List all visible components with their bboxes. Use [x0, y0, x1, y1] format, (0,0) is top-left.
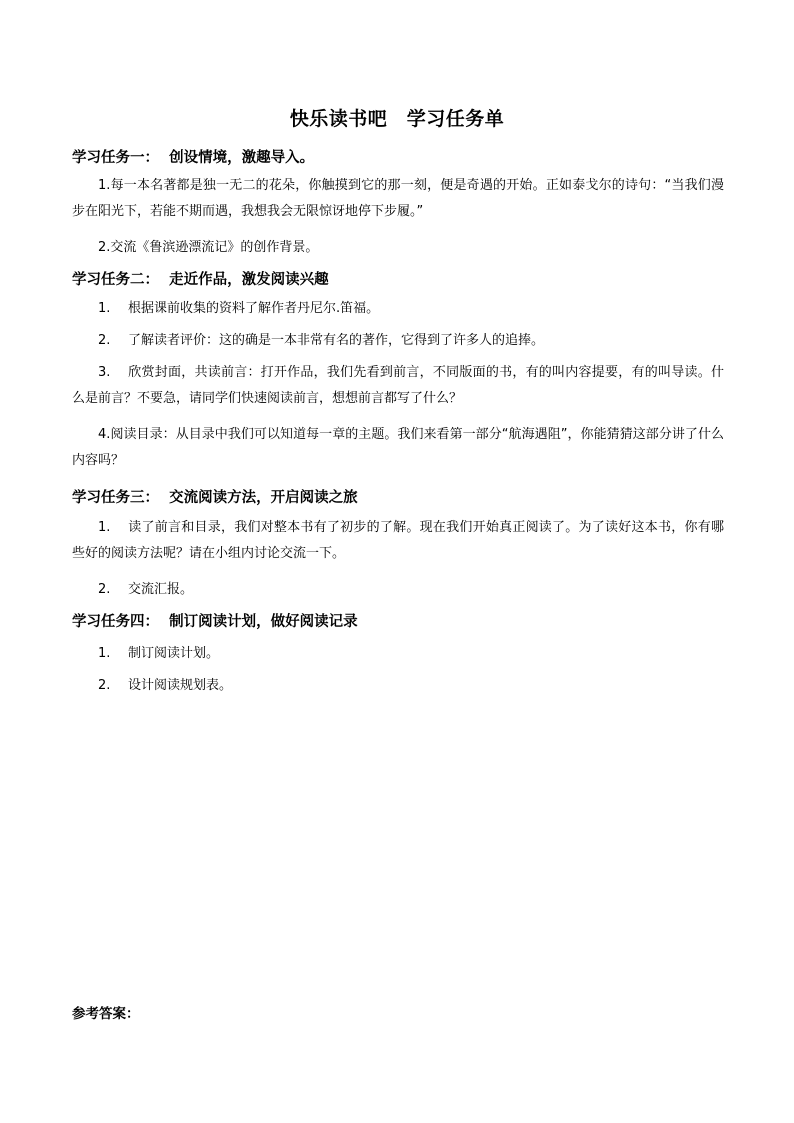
task4-item-1	[72, 641, 724, 667]
item-number: 2.	[98, 333, 111, 348]
task1-heading: 学习任务一： 创设情境，激趣导入。	[72, 150, 315, 166]
task3-item-1	[72, 515, 724, 567]
task2-paragraph-4: 4.阅读目录：从目录中我们可以知道每一章的主题。我们来看第一部分“航海遇阻”，你能猜猜这部分讲了什么内容吗？	[72, 427, 724, 468]
item-text: 根据课前收集的资料了解作者丹尼尔.笛福。	[128, 301, 380, 316]
task2-heading: 学习任务二： 走近作品，激发阅读兴趣	[72, 272, 329, 288]
item-number: 3.	[98, 365, 111, 380]
item-number: 2.	[98, 582, 111, 597]
page-title: 快乐读书吧 学习任务单	[289, 108, 505, 130]
task3-item-2	[72, 577, 724, 603]
item-text: 交流汇报。	[128, 582, 194, 597]
task2-item-3	[72, 360, 724, 412]
item-text: 了解读者评价：这的确是一本非常有名的著作，它得到了许多人的追捧。	[128, 333, 545, 348]
task2-item-1	[72, 296, 724, 322]
task1-paragraph-1: 1.每一本名著都是独一无二的花朵，你触摸到它的那一刻，便是奇遇的开始。正如泰戈尔的诗句：“当我们漫步在阳光下，若能不期而遇，我想我会无限惊讶地停下步履。”	[72, 178, 724, 219]
task4-heading: 学习任务四： 制订阅读计划，做好阅读记录	[72, 614, 358, 630]
item-number: 2.	[98, 678, 111, 693]
item-text: 欣赏封面，共读前言：打开作品，我们先看到前言，不同版面的书，有的叫内容提要，有的叫导读。什么是前言？不要急，请同学们快速阅读前言，想想前言都写了什么？	[72, 365, 724, 406]
item-text: 设计阅读规划表。	[128, 678, 233, 693]
reference-answer-label: 参考答案：	[72, 1006, 140, 1022]
task4-item-2	[72, 673, 724, 699]
task3-heading: 学习任务三： 交流阅读方法，开启阅读之旅	[72, 490, 358, 506]
task1-paragraph-2: 2.交流《鲁滨逊漂流记》的创作背景。	[98, 240, 319, 255]
item-text: 读了前言和目录，我们对整本书有了初步的了解。现在我们开始真正阅读了。为了读好这本书，你有哪些好的阅读方法呢？请在小组内讨论交流一下。	[72, 520, 724, 561]
item-number: 1.	[98, 301, 111, 316]
item-number: 1.	[98, 520, 111, 535]
item-text: 制订阅读计划。	[128, 646, 220, 661]
item-number: 1.	[98, 646, 111, 661]
task2-item-2	[72, 328, 724, 354]
